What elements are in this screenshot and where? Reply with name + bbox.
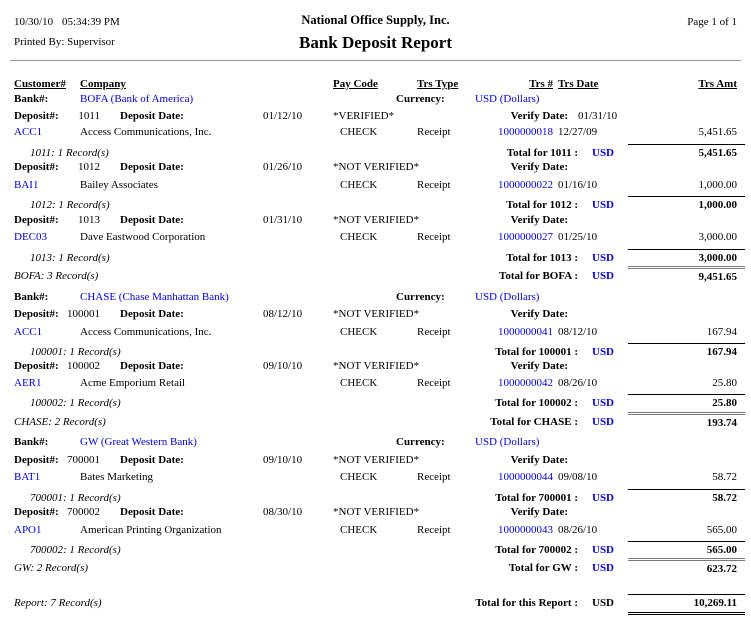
company-name: Dave Eastwood Corporation	[80, 231, 206, 243]
trs-date: 01/16/10	[558, 179, 598, 191]
deposit-date-label: Deposit Date:	[120, 506, 184, 518]
trs-amount: 58.72	[712, 471, 737, 483]
deposit-total-label: Total for 100001 :	[495, 346, 578, 358]
deposit-total-currency-link[interactable]: USD	[592, 147, 615, 159]
report-total-currency: USD	[592, 597, 615, 609]
deposit-number: 700002	[67, 506, 100, 518]
bank-total-currency-link[interactable]: USD	[592, 270, 615, 282]
deposit-label: Deposit#:	[14, 454, 59, 466]
trs-type: Receipt	[417, 231, 451, 243]
trs-type: Receipt	[417, 326, 451, 338]
bank-label: Bank#:	[14, 93, 49, 105]
trs-amount: 5,451.65	[698, 126, 737, 138]
deposit-number: 1013	[78, 214, 100, 226]
deposit-total-amount: 3,000.00	[628, 249, 745, 265]
trs-date: 08/12/10	[558, 326, 598, 338]
deposit-number: 1011	[78, 110, 100, 122]
col-trs-num: Trs #	[529, 78, 553, 90]
bank-name-link[interactable]: BOFA (Bank of America)	[80, 93, 194, 105]
transaction-row	[0, 126, 751, 142]
deposit-total-currency-link[interactable]: USD	[592, 346, 615, 358]
pay-code: CHECK	[340, 231, 378, 243]
deposit-total-currency-link[interactable]: USD	[592, 492, 615, 504]
deposit-total-label: Total for 1013 :	[506, 252, 578, 264]
deposit-date-label: Deposit Date:	[120, 360, 184, 372]
customer-link[interactable]: APO1	[14, 524, 42, 536]
trs-type: Receipt	[417, 126, 451, 138]
deposit-total-currency-link[interactable]: USD	[592, 397, 615, 409]
deposit-total-amount: 1,000.00	[628, 196, 745, 212]
deposit-total-amount: 565.00	[628, 541, 745, 557]
deposit-total-row	[0, 144, 751, 160]
transaction-row	[0, 524, 751, 540]
deposit-total-label: Total for 1012 :	[506, 199, 578, 211]
printed-by: Printed By: Supervisor	[14, 36, 115, 48]
print-time: 05:34:39 PM	[62, 16, 120, 28]
verify-status: *NOT VERIFIED*	[333, 214, 420, 226]
currency-label: Currency:	[396, 291, 445, 303]
trs-type: Receipt	[417, 377, 451, 389]
print-date: 10/30/10	[14, 16, 54, 28]
report-total-row	[0, 594, 751, 610]
bank-total-label: Total for CHASE :	[490, 416, 578, 428]
transaction-row	[0, 231, 751, 247]
deposit-record-count: 1011: 1 Record(s)	[30, 147, 109, 159]
bank-name-link[interactable]: GW (Great Western Bank)	[80, 436, 197, 448]
trs-amount: 1,000.00	[698, 179, 737, 191]
bank-total-amount: 623.72	[628, 558, 745, 576]
customer-link[interactable]: DEC03	[14, 231, 47, 243]
deposit-number: 100001	[67, 308, 100, 320]
verify-status: *NOT VERIFIED*	[333, 360, 420, 372]
deposit-date-label: Deposit Date:	[120, 161, 184, 173]
deposit-date-label: Deposit Date:	[120, 454, 184, 466]
deposit-total-label: Total for 700002 :	[495, 544, 578, 556]
pay-code: CHECK	[340, 471, 378, 483]
deposit-record-count: 700002: 1 Record(s)	[30, 544, 121, 556]
company-name: Acme Emporium Retail	[80, 377, 186, 389]
trs-date: 01/25/10	[558, 231, 598, 243]
company-name: American Printing Organization	[80, 524, 222, 536]
pay-code: CHECK	[340, 377, 378, 389]
trs-date: 12/27/09	[558, 126, 598, 138]
customer-link[interactable]: ACC1	[14, 326, 43, 338]
deposit-total-row	[0, 249, 751, 265]
bank-total-amount: 9,451.65	[628, 266, 745, 284]
deposit-total-row	[0, 196, 751, 212]
trs-number-link[interactable]: 1000000044	[498, 471, 553, 483]
deposit-label: Deposit#:	[14, 214, 59, 226]
deposit-total-amount: 5,451.65	[628, 144, 745, 160]
deposit-total-amount: 58.72	[628, 489, 745, 505]
deposit-record-count: 1013: 1 Record(s)	[30, 252, 110, 264]
bank-record-count: BOFA: 3 Record(s)	[14, 270, 99, 282]
verify-status: *NOT VERIFIED*	[333, 454, 420, 466]
deposit-total-amount: 25.80	[628, 394, 745, 410]
deposit-date-label: Deposit Date:	[120, 308, 184, 320]
report-total-amount: 10,269.11	[628, 594, 745, 615]
deposit-total-row	[0, 541, 751, 557]
trs-number-link[interactable]: 1000000027	[498, 231, 553, 243]
currency-value-link[interactable]: USD (Dollars)	[475, 93, 540, 105]
col-trs-amt: Trs Amt	[698, 78, 737, 90]
deposit-record-count: 100002: 1 Record(s)	[30, 397, 121, 409]
deposit-date-label: Deposit Date:	[120, 110, 184, 122]
deposit-header-row	[0, 161, 751, 177]
verify-status: *NOT VERIFIED*	[333, 161, 420, 173]
trs-amount: 565.00	[706, 524, 737, 536]
pay-code: CHECK	[340, 326, 378, 338]
bank-header-row	[0, 436, 751, 452]
company-name: Access Communications, Inc.	[80, 126, 212, 138]
bank-total-row	[0, 558, 751, 574]
pay-code: CHECK	[340, 179, 378, 191]
company-name: Bates Marketing	[80, 471, 154, 483]
verify-status: *NOT VERIFIED*	[333, 308, 420, 320]
col-trs-type: Trs Type	[417, 78, 459, 90]
trs-type: Receipt	[417, 471, 451, 483]
trs-amount: 25.80	[712, 377, 737, 389]
verify-date-label: Verify Date:	[510, 454, 568, 466]
deposit-date-value: 09/10/10	[263, 360, 303, 372]
verify-date-label: Verify Date:	[510, 506, 568, 518]
currency-value-link[interactable]: USD (Dollars)	[475, 291, 540, 303]
verify-date-label: Verify Date:	[510, 308, 568, 320]
deposit-header-row	[0, 506, 751, 522]
bank-name-link[interactable]: CHASE (Chase Manhattan Bank)	[80, 291, 229, 303]
deposit-record-count: 100001: 1 Record(s)	[30, 346, 121, 358]
bank-total-row	[0, 266, 751, 282]
report-total-label: Total for this Report :	[475, 597, 578, 609]
trs-number-link[interactable]: 1000000043	[498, 524, 553, 536]
trs-date: 08/26/10	[558, 524, 598, 536]
verify-date-value: 01/31/10	[578, 110, 618, 122]
deposit-number: 100002	[67, 360, 100, 372]
deposit-date-value: 01/12/10	[263, 110, 303, 122]
company-name: Bailey Associates	[80, 179, 158, 191]
customer-link[interactable]: BAT1	[14, 471, 41, 483]
trs-type: Receipt	[417, 179, 451, 191]
verify-status: *NOT VERIFIED*	[333, 506, 420, 518]
deposit-number: 700001	[67, 454, 100, 466]
deposit-total-currency-link[interactable]: USD	[592, 199, 615, 211]
pay-code: CHECK	[340, 524, 378, 536]
deposit-label: Deposit#:	[14, 110, 59, 122]
verify-date-label: Verify Date:	[510, 214, 568, 226]
deposit-total-amount: 167.94	[628, 343, 745, 359]
deposit-total-row	[0, 489, 751, 505]
trs-type: Receipt	[417, 524, 451, 536]
trs-amount: 3,000.00	[698, 231, 737, 243]
trs-date: 08/26/10	[558, 377, 598, 389]
trs-number-link[interactable]: 1000000018	[498, 126, 553, 138]
verify-date-label: Verify Date:	[510, 110, 568, 122]
deposit-date-value: 08/30/10	[263, 506, 303, 518]
deposit-record-count: 1012: 1 Record(s)	[30, 199, 110, 211]
bank-label: Bank#:	[14, 436, 49, 448]
header-divider	[10, 60, 741, 61]
currency-label: Currency:	[396, 93, 445, 105]
transaction-row	[0, 326, 751, 342]
deposit-header-row	[0, 110, 751, 126]
col-trs-date: Trs Date	[558, 78, 599, 90]
bank-record-count: GW: 2 Record(s)	[14, 562, 89, 574]
deposit-total-currency-link[interactable]: USD	[592, 544, 615, 556]
deposit-total-label: Total for 100002 :	[495, 397, 578, 409]
deposit-date-value: 01/26/10	[263, 161, 303, 173]
deposit-label: Deposit#:	[14, 308, 59, 320]
report-record-count: Report: 7 Record(s)	[14, 597, 102, 609]
deposit-total-currency-link[interactable]: USD	[592, 252, 615, 264]
bank-total-row	[0, 412, 751, 428]
customer-link[interactable]: ACC1	[14, 126, 43, 138]
bank-record-count: CHASE: 2 Record(s)	[14, 416, 106, 428]
col-customer: Customer#	[14, 78, 66, 90]
transaction-row	[0, 377, 751, 393]
deposit-header-row	[0, 308, 751, 324]
bank-total-amount: 193.74	[628, 412, 745, 430]
column-header-row	[0, 78, 751, 94]
trs-number-link[interactable]: 1000000042	[498, 377, 553, 389]
col-pay-code: Pay Code	[333, 78, 378, 90]
deposit-label: Deposit#:	[14, 161, 59, 173]
trs-number-link[interactable]: 1000000022	[498, 179, 553, 191]
page-number: Page 1 of 1	[687, 16, 737, 28]
deposit-header-row	[0, 214, 751, 230]
company-title: National Office Supply, Inc.	[301, 13, 450, 27]
col-company: Company	[80, 78, 126, 90]
deposit-date-value: 08/12/10	[263, 308, 303, 320]
bank-total-label: Total for GW :	[508, 562, 578, 574]
deposit-date-label: Deposit Date:	[120, 214, 184, 226]
bank-label: Bank#:	[14, 291, 49, 303]
bank-total-currency-link[interactable]: USD	[592, 562, 615, 574]
currency-label: Currency:	[396, 436, 445, 448]
trs-number-link[interactable]: 1000000041	[498, 326, 553, 338]
deposit-label: Deposit#:	[14, 506, 59, 518]
trs-amount: 167.94	[706, 326, 737, 338]
deposit-number: 1012	[78, 161, 100, 173]
bank-total-currency-link[interactable]: USD	[592, 416, 615, 428]
verify-status: *VERIFIED*	[333, 110, 395, 122]
customer-link[interactable]: AER1	[14, 377, 42, 389]
deposit-header-row	[0, 454, 751, 470]
deposit-date-value: 01/31/10	[263, 214, 303, 226]
deposit-total-label: Total for 1011 :	[506, 147, 578, 159]
bank-header-row	[0, 93, 751, 109]
bank-header-row	[0, 291, 751, 307]
deposit-total-label: Total for 700001 :	[495, 492, 578, 504]
bank-total-label: Total for BOFA :	[499, 270, 578, 282]
deposit-total-row	[0, 343, 751, 359]
verify-date-label: Verify Date:	[510, 161, 568, 173]
deposit-total-row	[0, 394, 751, 410]
transaction-row	[0, 471, 751, 487]
verify-date-label: Verify Date:	[510, 360, 568, 372]
customer-link[interactable]: BAI1	[14, 179, 39, 191]
trs-date: 09/08/10	[558, 471, 598, 483]
transaction-row	[0, 179, 751, 195]
deposit-header-row	[0, 360, 751, 376]
deposit-date-value: 09/10/10	[263, 454, 303, 466]
currency-value-link[interactable]: USD (Dollars)	[475, 436, 540, 448]
company-name: Access Communications, Inc.	[80, 326, 212, 338]
pay-code: CHECK	[340, 126, 378, 138]
deposit-record-count: 700001: 1 Record(s)	[30, 492, 121, 504]
deposit-label: Deposit#:	[14, 360, 59, 372]
report-title: Bank Deposit Report	[298, 33, 452, 52]
